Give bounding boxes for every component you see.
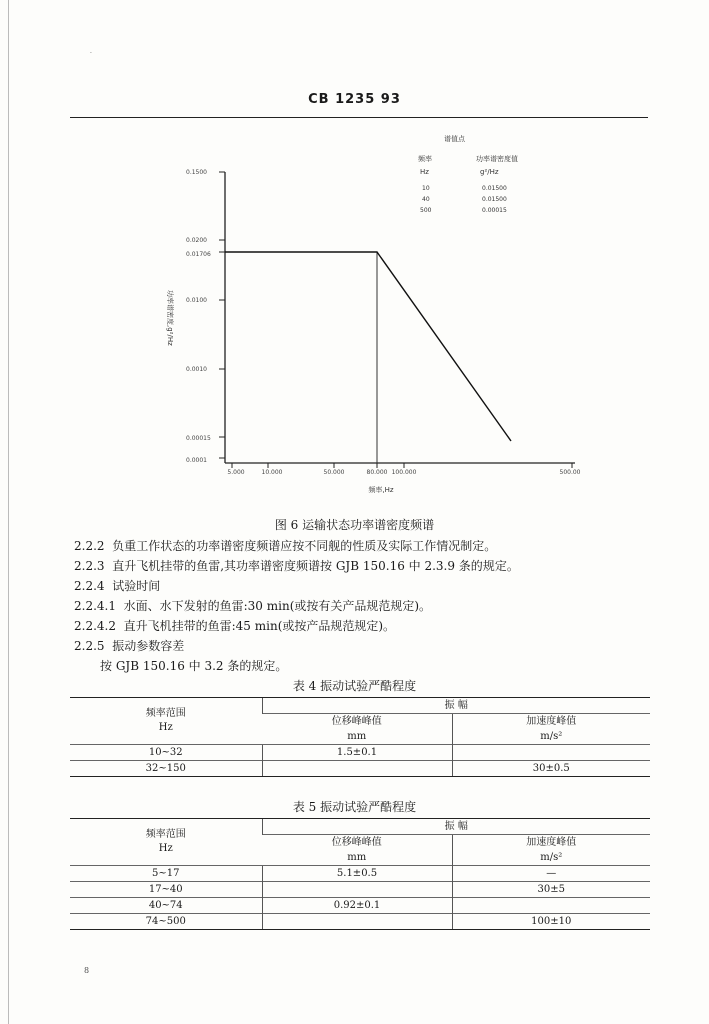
scan-mark: · bbox=[90, 50, 92, 57]
table5-freq-unit: Hz bbox=[158, 843, 173, 854]
table-row bbox=[70, 866, 650, 882]
chart-legend bbox=[418, 134, 518, 214]
x-tick-label: 100.000 bbox=[391, 469, 417, 476]
table5-acc-header: 加速度峰值 bbox=[452, 835, 650, 851]
para-number: 2.2.3 bbox=[74, 559, 105, 573]
para-number: 2.2.4.2 bbox=[74, 619, 116, 633]
para-2-2-5-body bbox=[100, 657, 287, 674]
para-text: 试验时间 bbox=[112, 579, 161, 593]
table4 bbox=[70, 697, 650, 777]
table5-title: 表 5 振动试验严酷程度 bbox=[292, 800, 417, 814]
table4-disp-header: 位移峰峰值 bbox=[262, 714, 452, 730]
y-axis-label: 功率谱密度,g²/Hz bbox=[166, 290, 174, 346]
legend-col1-unit: Hz bbox=[420, 168, 429, 176]
page-number: 8 bbox=[84, 966, 90, 975]
legend-row-freq: 40 bbox=[422, 196, 430, 203]
table5-cell-freq: 17~40 bbox=[70, 882, 262, 898]
legend-row-value: 0.01500 bbox=[482, 196, 507, 203]
y-tick-label: 0.0100 bbox=[186, 297, 207, 304]
table5-cell-disp bbox=[262, 882, 452, 898]
table5-cell-freq: 5~17 bbox=[70, 866, 262, 882]
x-tick-labels bbox=[227, 469, 580, 476]
table-row bbox=[70, 898, 650, 914]
table5-cell-disp bbox=[262, 914, 452, 930]
table-row bbox=[70, 882, 650, 898]
x-tick-label: 10.000 bbox=[261, 469, 283, 476]
table5-amp-header: 振 幅 bbox=[262, 819, 650, 835]
table4-acc-unit: m/s² bbox=[452, 729, 650, 745]
table5-cell-disp: 5.1±0.5 bbox=[262, 866, 452, 882]
table4-freq-header bbox=[70, 698, 262, 745]
legend-row-value: 0.01500 bbox=[482, 185, 507, 192]
table4-acc-header: 加速度峰值 bbox=[452, 714, 650, 730]
table4-freq-unit: Hz bbox=[158, 722, 173, 733]
y-tick-label: 0.01706 bbox=[186, 251, 211, 258]
y-tick-label: 0.0200 bbox=[186, 237, 207, 244]
table5-disp-header: 位移峰峰值 bbox=[262, 835, 452, 851]
legend-row-freq: 10 bbox=[422, 185, 430, 192]
table-row bbox=[70, 745, 650, 761]
x-tick-label: 500.00 bbox=[559, 469, 581, 476]
table4-cell-freq: 32~150 bbox=[70, 761, 262, 777]
table4-cell-acc bbox=[452, 745, 650, 761]
table4-cell-freq: 10~32 bbox=[70, 745, 262, 761]
standard-code-header: CB 1235 93 bbox=[308, 92, 401, 107]
para-number: 2.2.2 bbox=[74, 539, 105, 553]
table5 bbox=[70, 818, 650, 930]
table5-freq-header bbox=[70, 819, 262, 866]
y-tick-label: 0.0010 bbox=[186, 366, 207, 373]
y-tick-label: 0.00015 bbox=[186, 435, 211, 442]
legend-row-freq: 500 bbox=[420, 207, 432, 214]
para-text: 按 GJB 150.16 中 3.2 条的规定。 bbox=[100, 659, 288, 673]
table5-cell-acc bbox=[452, 898, 650, 914]
table5-cell-acc: 30±5 bbox=[452, 882, 650, 898]
para-2-2-4-2 bbox=[74, 617, 395, 634]
y-tick-marks bbox=[219, 172, 225, 458]
para-2-2-2 bbox=[74, 537, 496, 554]
para-2-2-5 bbox=[74, 637, 184, 654]
para-number: 2.2.4 bbox=[74, 579, 105, 593]
para-text: 振动参数容差 bbox=[112, 639, 185, 653]
table5-disp-unit: mm bbox=[347, 851, 367, 863]
table4-title: 表 4 振动试验严酷程度 bbox=[292, 679, 417, 693]
psd-series-line bbox=[225, 252, 511, 441]
para-number: 2.2.4.1 bbox=[74, 599, 116, 613]
table5-freq-head-text: 频率范围 bbox=[145, 829, 186, 840]
table5-acc-unit: m/s² bbox=[452, 850, 650, 866]
legend-col1-head: 频率 bbox=[418, 155, 432, 163]
figure-caption: 图 6 运输状态功率谱密度频谱 bbox=[274, 518, 435, 532]
table5-cell-freq: 74~500 bbox=[70, 914, 262, 930]
para-2-2-3 bbox=[74, 557, 519, 574]
table4-amp-header: 振 幅 bbox=[262, 698, 650, 714]
y-tick-label: 0.0001 bbox=[186, 457, 207, 464]
table4-freq-head-text: 频率范围 bbox=[145, 708, 186, 719]
x-tick-marks bbox=[232, 463, 572, 468]
x-tick-label: 5.000 bbox=[227, 469, 245, 476]
legend-col2-head: 功率谱密度值 bbox=[476, 155, 518, 163]
para-number: 2.2.5 bbox=[74, 639, 105, 653]
para-text: 水面、水下发射的鱼雷:30 min(或按有关产品规范规定)。 bbox=[123, 599, 432, 613]
table-row bbox=[70, 761, 650, 777]
x-axis-label: 频率,Hz bbox=[368, 486, 394, 494]
para-text: 直升飞机挂带的鱼雷:45 min(或按产品规范规定)。 bbox=[123, 619, 396, 633]
table4-cell-disp bbox=[262, 761, 452, 777]
table5-cell-freq: 40~74 bbox=[70, 898, 262, 914]
para-2-2-4-1 bbox=[74, 597, 431, 614]
x-tick-label: 80.000 bbox=[366, 469, 388, 476]
table5-cell-disp: 0.92±0.1 bbox=[262, 898, 452, 914]
legend-row-value: 0.00015 bbox=[482, 207, 507, 214]
y-tick-labels bbox=[186, 169, 211, 464]
x-tick-label: 50.000 bbox=[323, 469, 345, 476]
legend-col2-unit: g²/Hz bbox=[480, 168, 499, 176]
table4-cell-acc: 30±0.5 bbox=[452, 761, 650, 777]
para-text: 负重工作状态的功率谱密度频谱应按不同舰的性质及实际工作情况制定。 bbox=[112, 539, 497, 553]
table4-disp-unit: mm bbox=[347, 730, 367, 742]
y-tick-label: 0.1500 bbox=[186, 169, 207, 176]
table-row bbox=[70, 914, 650, 930]
table4-cell-disp: 1.5±0.1 bbox=[262, 745, 452, 761]
legend-title: 谱值点 bbox=[444, 135, 465, 143]
para-text: 直升飞机挂带的鱼雷,其功率谱密度频谱按 GJB 150.16 中 2.3.9 条的规定。 bbox=[112, 559, 519, 573]
para-2-2-4 bbox=[74, 577, 160, 594]
table5-cell-acc: — bbox=[452, 866, 650, 882]
table5-cell-acc: 100±10 bbox=[452, 914, 650, 930]
